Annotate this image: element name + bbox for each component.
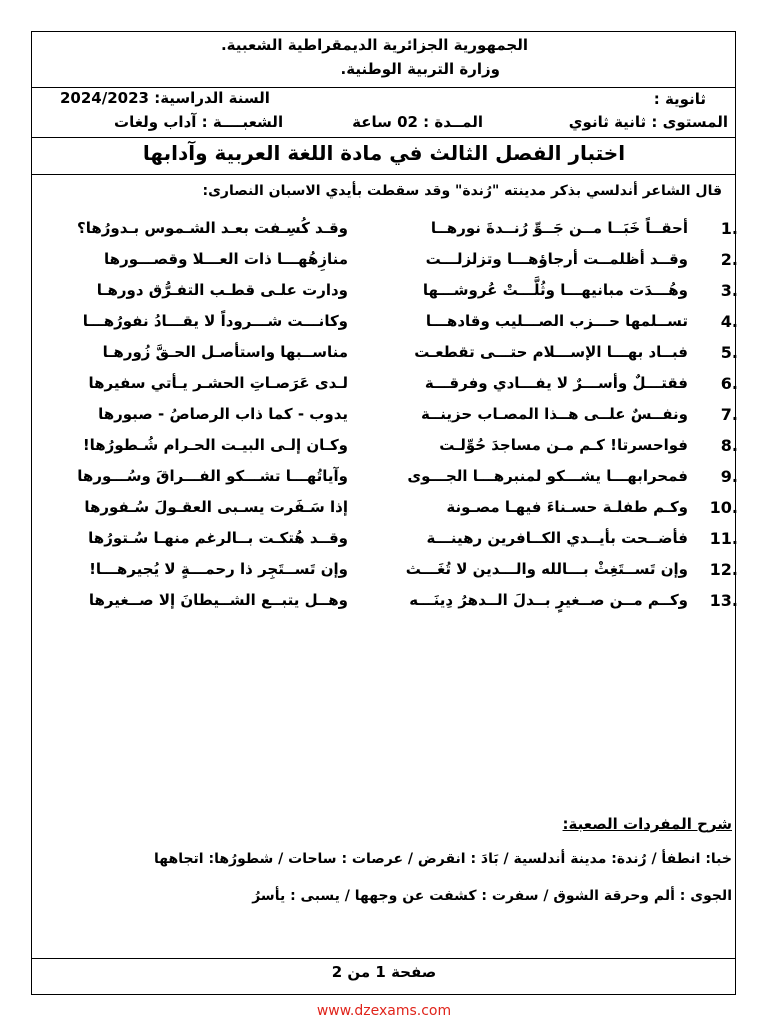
- verse-number: 9.: [720, 467, 738, 486]
- verse-number: 1.: [720, 219, 738, 238]
- header-divider-mid: [31, 137, 736, 138]
- verse-second-hemistich: لـدى عَرَصـاتِ الحشـر يـأتي سفيرها: [88, 374, 348, 392]
- verse-number: 3.: [720, 281, 738, 300]
- verse-second-hemistich: وإن تَســتَجِر ذا رحمـــةٍ لا يُجيرهـــا!: [89, 560, 348, 578]
- verse-second-hemistich: وقــد هُتكـت بــالرغم منهـا سُـتورُها: [88, 529, 348, 547]
- verse-second-hemistich: وهــل يتبــع الشــيطانَ إلا صــغيرها: [88, 591, 348, 609]
- footer-divider: [31, 958, 736, 959]
- verse-number: 2.: [720, 250, 738, 269]
- verse-second-hemistich: وكـان إلـى البيـت الحـرام شُـطورُها!: [82, 436, 348, 454]
- verse-first-hemistich: أحقــاً خَبَــا مــن جَــوِّ رُنــدةَ نورهــا: [430, 219, 688, 237]
- verse-first-hemistich: فأضــحت بأيــدي الكــافرين رهينـــة: [426, 529, 688, 547]
- verse-first-hemistich: وكـم طفلـة حسـناءَ فيهـا مصـونة: [446, 498, 688, 516]
- verse-second-hemistich: إذا سَـفَرت يسـبى العقـولَ سُـفورها: [84, 498, 348, 516]
- intro-text: قال الشاعر أندلسي بذكر مدينته "رُندة" وقد سقطت بأيدي الاسبان النصارى:: [202, 183, 722, 199]
- verse-number: 6.: [720, 374, 738, 393]
- level: المستوى : ثانية ثانوي: [568, 113, 728, 131]
- vocab-title: شرح المفردات الصعبة:: [562, 815, 732, 833]
- verse-second-hemistich: يدوب - كما ذاب الرصاصُ - صبورها: [98, 405, 348, 423]
- verse-first-hemistich: ونفــسٌ علــى هــذا المصـاب حزينــة: [420, 405, 688, 423]
- verse-first-hemistich: فقتـــلٌ وأســـرٌ لا يفـــادي وفرقـــة: [424, 374, 688, 392]
- verse-first-hemistich: فبــاد بهـــا الإســـلام حتـــى تقطعـت: [414, 343, 688, 361]
- school-label: ثانوية :: [653, 90, 706, 108]
- verse-number: 11.: [709, 529, 738, 548]
- vocab-line-2: الجوى : ألم وحرقة الشوق / سفرت : كشفت عن وجهها / يسبى : يأسرُ: [252, 888, 732, 904]
- exam-title: اختبار الفصل الثالث في مادة اللغة العربية وآدابها: [142, 141, 626, 165]
- vocab-line-1: خبا: انطفأ / رُندة: مدينة أندلسية / بَادَ : انقرض / عرصات : ساحات / شطورُها: اتجاهها: [153, 851, 732, 867]
- verse-second-hemistich: وقـد كُسِـفت بعـد الشـموس بـدورُها؟: [77, 219, 348, 237]
- verse-first-hemistich: وقــد أظلمــت أرجاؤهـــا وتزلزلـــت: [425, 250, 688, 268]
- verse-second-hemistich: منازِهُهـــا ذات العـــلا وقصـــورها: [104, 250, 348, 268]
- verse-number: 4.: [720, 312, 738, 331]
- verse-first-hemistich: وكــم مــن صــغيرٍ بــدلَ الــدهرُ دِينَـــه: [409, 591, 688, 609]
- duration: المــدة : 02 ساعة: [352, 113, 483, 131]
- verse-number: 13.: [709, 591, 738, 610]
- verse-number: 12.: [709, 560, 738, 579]
- verse-number: 10.: [709, 498, 738, 517]
- verse-number: 5.: [720, 343, 738, 362]
- stream: الشعبــــة : آداب ولغات: [114, 113, 284, 131]
- verse-second-hemistich: مناســبها واستأصـل الحـقَّ زُورهـا: [102, 343, 348, 361]
- header-divider-bottom: [31, 174, 736, 175]
- school-year: السنة الدراسية: 2024/2023: [60, 89, 270, 107]
- verse-first-hemistich: وهُـــدَت مبانيهـــا وثُلَّـــتْ عُروشـــها: [422, 281, 688, 299]
- verse-number: 7.: [720, 405, 738, 424]
- header-divider-top: [31, 87, 736, 88]
- verse-number: 8.: [720, 436, 738, 455]
- page-number: صفحة 1 من 2: [331, 963, 437, 981]
- verse-first-hemistich: وإن تَســتَغِثْ بـــالله والـــدين لا تُغَـــث: [405, 560, 688, 578]
- verse-second-hemistich: وآياتُهـــا تشـــكو الفـــراقَ وسُـــورها: [77, 467, 348, 485]
- verse-first-hemistich: فمحرابهـــا يشـــكو لمنبرهـــا الجـــوى: [407, 467, 688, 485]
- verse-first-hemistich: فواحسرتا! كـم مـن مساجدَ حُوِّلـت: [439, 436, 688, 454]
- republic-title: الجمهورية الجزائرية الديمقراطية الشعبية.: [220, 36, 528, 54]
- verse-second-hemistich: وكانـــت شـــروداً لا يقـــادُ نفورُهـــا: [82, 312, 348, 330]
- website-link[interactable]: www.dzexams.com: [316, 1003, 452, 1019]
- verse-first-hemistich: تســلمها حـــزب الصـــليب وقادهـــا: [425, 312, 688, 330]
- verse-second-hemistich: ودارت علـى قطـب التفـرُّق دورهـا: [96, 281, 348, 299]
- ministry-title: وزارة التربية الوطنية.: [340, 60, 500, 78]
